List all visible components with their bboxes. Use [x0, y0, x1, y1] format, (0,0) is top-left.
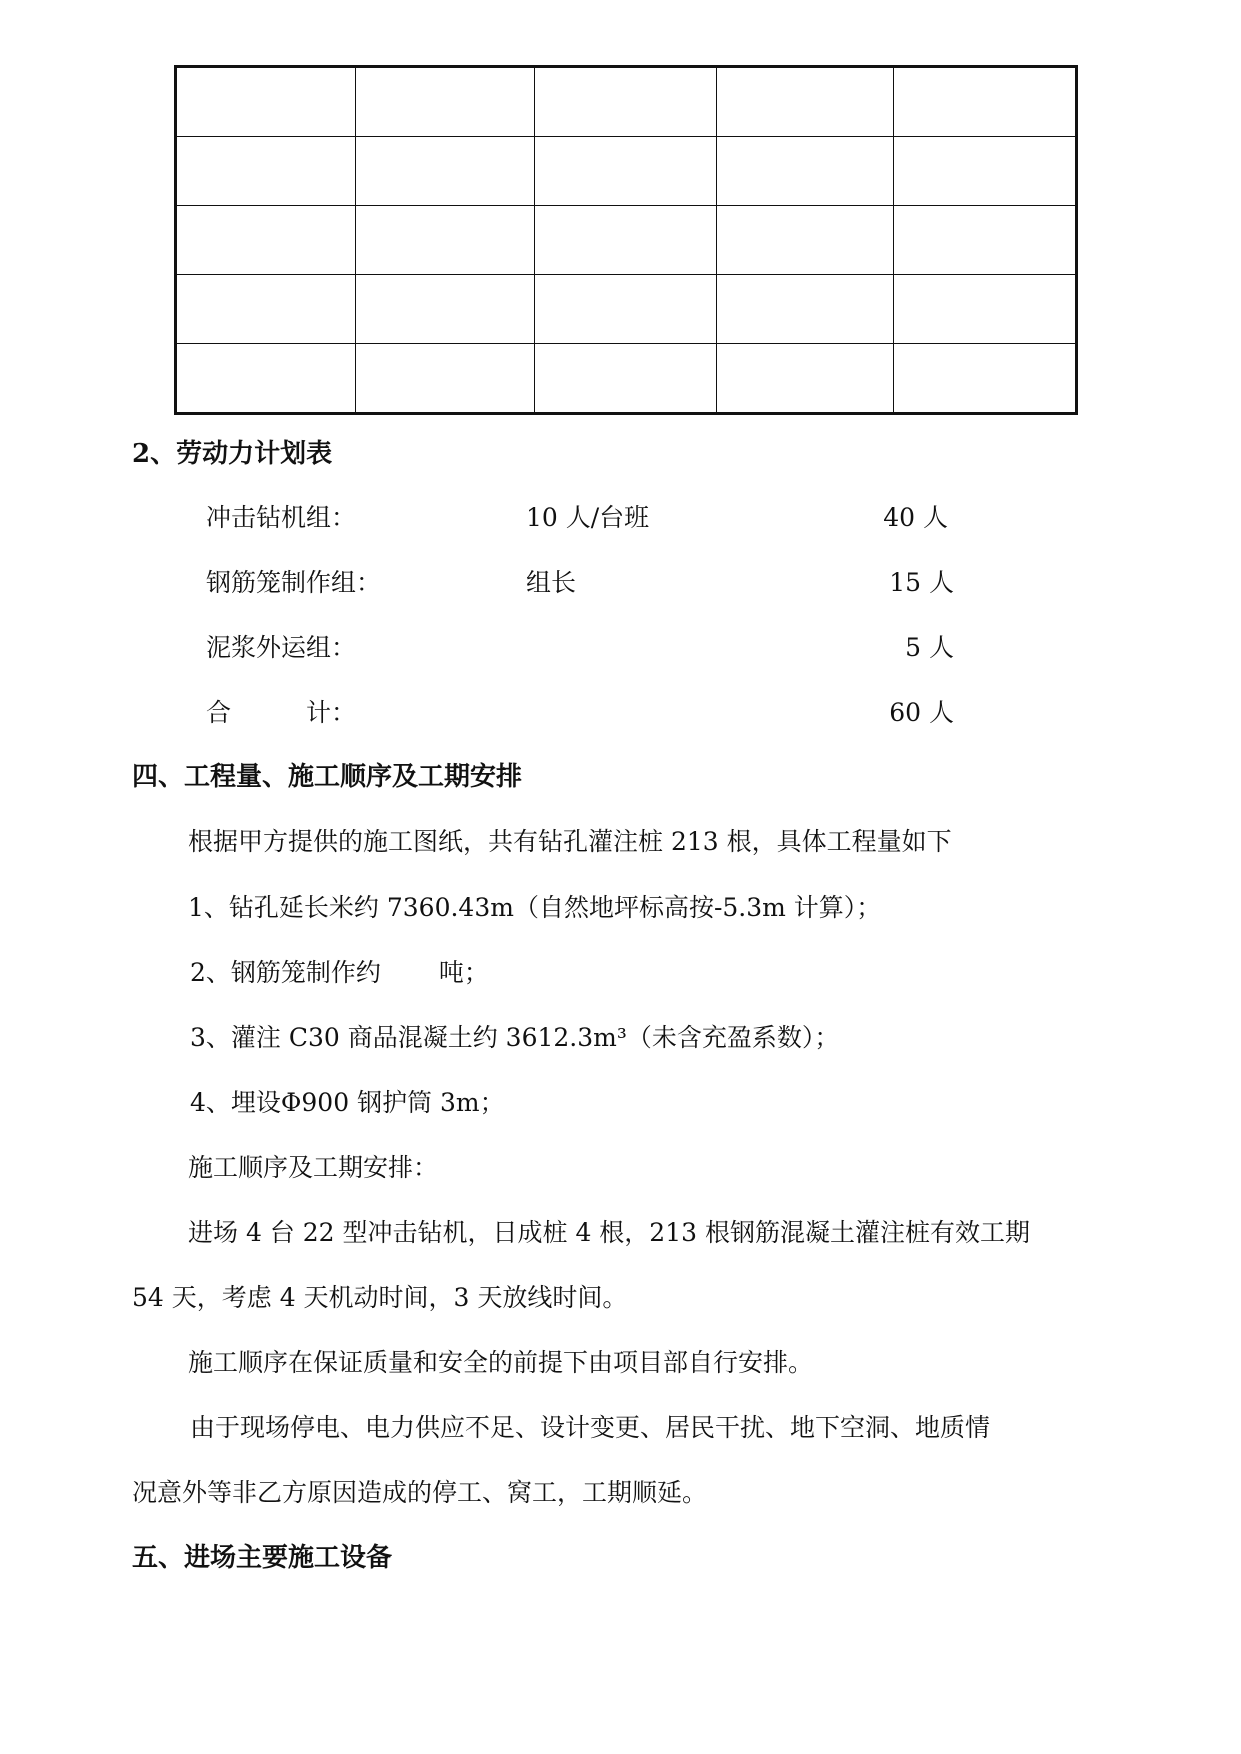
- table-cell: [356, 137, 535, 206]
- labor-row-count: 60 人: [889, 698, 954, 727]
- section5-heading: 五、进场主要施工设备: [132, 1543, 393, 1573]
- table-cell: [894, 137, 1077, 206]
- labor-row-count: 40 人: [883, 503, 948, 532]
- table-cell: [894, 344, 1077, 414]
- quantity-item: 2、钢筋笼制作约 吨；: [190, 958, 489, 987]
- schedule-paragraph-line: 54 天，考虑 4 天机动时间，3 天放线时间。: [132, 1283, 628, 1312]
- labor-row-name: 冲击钻机组：: [206, 503, 357, 532]
- table-cell: [176, 344, 356, 414]
- labor-row-name: 泥浆外运组：: [206, 633, 357, 662]
- delay-paragraph-line: 由于现场停电、电力供应不足、设计变更、居民干扰、地下空洞、地质情: [190, 1413, 991, 1442]
- labor-row-detail: 10 人/台班: [526, 503, 650, 532]
- schedule-paragraph-line: 进场 4 台 22 型冲击钻机，日成桩 4 根，213 根钢筋混凝土灌注桩有效工期: [188, 1218, 1030, 1247]
- table-cell: [535, 67, 717, 137]
- table-body: [176, 67, 1077, 414]
- labor-row-count: 5 人: [905, 633, 954, 662]
- table-cell: [535, 344, 717, 414]
- quantity-item: 3、灌注 C30 商品混凝土约 3612.3m³（未含充盈系数）；: [190, 1023, 840, 1052]
- table-cell: [535, 137, 717, 206]
- table-cell: [717, 67, 894, 137]
- table-cell: [535, 206, 717, 275]
- quantity-item: 4、埋设Φ900 钢护筒 3m；: [190, 1088, 505, 1117]
- table-cell: [894, 275, 1077, 344]
- empty-table: [174, 65, 1078, 415]
- labor-row-name: 合 计：: [206, 698, 357, 727]
- sequence-paragraph: 施工顺序在保证质量和安全的前提下由项目部自行安排。: [188, 1348, 814, 1377]
- table-cell: [894, 67, 1077, 137]
- table-cell: [894, 206, 1077, 275]
- table-cell: [717, 344, 894, 414]
- table-cell: [356, 344, 535, 414]
- table-row: [176, 275, 1077, 344]
- table-cell: [356, 275, 535, 344]
- table-cell: [176, 137, 356, 206]
- table-cell: [176, 275, 356, 344]
- schedule-label: 施工顺序及工期安排：: [188, 1153, 439, 1182]
- table-cell: [535, 275, 717, 344]
- labor-row-name: 钢筋笼制作组：: [206, 568, 382, 597]
- table-cell: [356, 67, 535, 137]
- table-row: [176, 67, 1077, 137]
- labor-row-detail: 组长: [526, 568, 577, 597]
- table-cell: [717, 206, 894, 275]
- section4-intro: 根据甲方提供的施工图纸，共有钻孔灌注桩 213 根，具体工程量如下: [188, 827, 952, 856]
- table-cell: [717, 275, 894, 344]
- labor-row-count: 15 人: [889, 568, 954, 597]
- table-cell: [717, 137, 894, 206]
- table-row: [176, 137, 1077, 206]
- table-row: [176, 344, 1077, 414]
- labor-plan-heading: 2、劳动力计划表: [132, 439, 333, 469]
- table-row: [176, 206, 1077, 275]
- table-cell: [356, 206, 535, 275]
- quantity-item: 1、钻孔延长米约 7360.43m（自然地坪标高按-5.3m 计算）；: [188, 893, 882, 922]
- table-cell: [176, 206, 356, 275]
- section4-heading: 四、工程量、施工顺序及工期安排: [132, 762, 523, 792]
- table-cell: [176, 67, 356, 137]
- delay-paragraph-line: 况意外等非乙方原因造成的停工、窝工，工期顺延。: [132, 1478, 708, 1507]
